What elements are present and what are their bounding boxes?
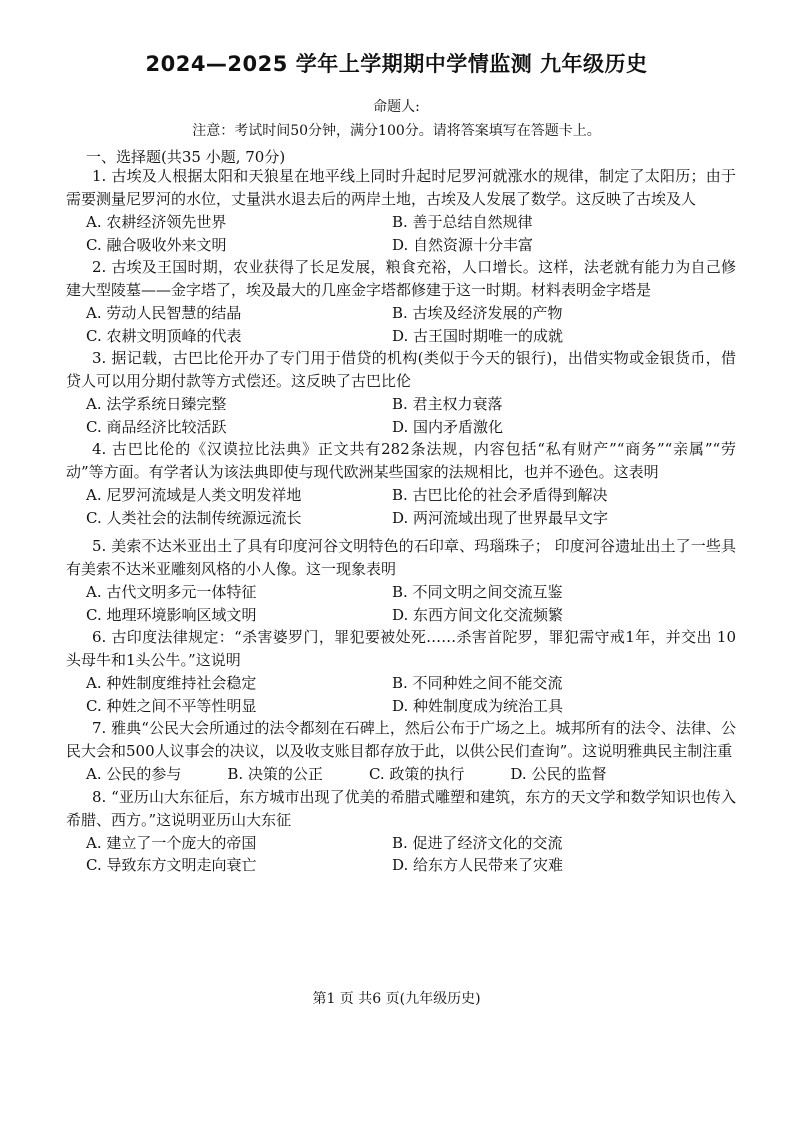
option-list [66, 393, 736, 438]
question-stem: 2. 古埃及王国时期，农业获得了长足发展，粮食充裕，人口增长。这样，法老就有能力为自己修建大型陵墓——金字塔了，埃及最大的几座金字塔都修建于这一时期。材料表明金字塔是 [66, 258, 736, 299]
option-c: C. 人类社会的法制传统源远流长 [86, 508, 302, 527]
question-4 [66, 438, 736, 529]
option-list [66, 832, 736, 877]
option-d: D. 给东方人民带来了灾难 [392, 856, 564, 874]
option-b: B. 古埃及经济发展的产物 [392, 304, 563, 322]
question-5 [66, 535, 736, 626]
option-list [66, 672, 736, 717]
option-list [66, 484, 736, 529]
option-a: A. 种姓制度维持社会稳定 [86, 674, 257, 692]
option-c: C. 地理环境影响区域文明 [86, 605, 257, 624]
option-b: B. 不同文明之间交流互鉴 [392, 583, 563, 601]
option-d: D. 古王国时期唯一的成就 [392, 326, 564, 345]
question-6 [66, 626, 736, 717]
option-b: B. 古巴比伦的社会矛盾得到解决 [392, 486, 608, 504]
question-stem: 6. 古印度法律规定：“杀害婆罗门，罪犯要被处死……杀害首陀罗，罪犯需守戒1年，并交出 10头母牛和1头公牛。”这说明 [66, 628, 736, 669]
option-list [66, 302, 736, 347]
option-a: A. 尼罗河流域是人类文明发祥地 [86, 486, 302, 504]
option-b: B. 促进了经济文化的交流 [392, 833, 563, 852]
option-b: B. 君主权力衰落 [392, 395, 503, 413]
question-stem: 3. 据记载，古巴比伦开办了专门用于借贷的机构(类似于今天的银行)，出借实物或金银货币，借贷人可以用分期付款等方式偿还。这反映了古巴比伦 [66, 349, 736, 390]
option-d: D. 公民的监督 [510, 765, 607, 783]
option-b: B. 决策的公正 [227, 765, 323, 783]
question-stem: 5. 美索不达米亚出土了具有印度河谷文明特色的石印章、玛瑙珠子； 印度河谷遗址出土了一些具有美索不达米亚雕刻风格的小人像。这一现象表明 [66, 537, 736, 578]
option-list [66, 581, 736, 626]
question-stem: 4. 古巴比伦的《汉谟拉比法典》正文共有282条法规，内容包括“私有财产”“商务”“亲属”“劳动”等方面。有学者认为该法典即使与现代欧洲某些国家的法规相比，也并不逊色。这表明 [66, 440, 736, 481]
question-7 [66, 717, 736, 786]
question-stem: 8. “亚历山大东征后，东方城市出现了优美的希腊式雕塑和建筑，东方的天文学和数学知识也传入希腊、西方。”这说明亚历山大东征 [66, 787, 736, 829]
option-c: C. 种姓之间不平等性明显 [86, 696, 257, 715]
option-c: C. 融合吸收外来文明 [86, 235, 227, 254]
option-list [66, 211, 736, 256]
exam-notice: 注意：考试时间50分钟，满分100分。请将答案填写在答题卡上。 [192, 123, 601, 139]
option-d: D. 种姓制度成为统治工具 [392, 696, 564, 715]
option-a: A. 农耕经济领先世界 [86, 213, 227, 231]
exam-title: 2024—2025 学年上学期期中学情监测 九年级历史 [145, 52, 648, 76]
option-d: D. 两河流域出现了世界最早文字 [392, 508, 609, 527]
section-title: 一、选择题(共35 小题, 70分) [86, 148, 286, 166]
option-c: C. 政策的执行 [368, 765, 465, 783]
option-d: D. 东西方间文化交流频繁 [392, 605, 564, 624]
option-a: A. 法学系统日臻完整 [86, 395, 227, 413]
option-a: A. 建立了一个庞大的帝国 [86, 833, 257, 852]
option-a: A. 公民的参与 [86, 765, 182, 783]
option-b: B. 善于总结自然规律 [392, 213, 533, 231]
question-3 [66, 347, 736, 438]
question-stem: 7. 雅典“公民大会所通过的法令都刻在石碑上，然后公布于广场之上。城邦所有的法令、法律、公民大会和500人议事会的决议，以及收支账目都存放于此，以供公民们查询”。这说明雅典民主制注重 [66, 719, 736, 760]
question-1 [66, 165, 736, 256]
option-a: A. 劳动人民智慧的结晶 [86, 304, 242, 322]
question-stem: 1. 古埃及人根据太阳和天狼星在地平线上同时升起时尼罗河就涨水的规律，制定了太阳历；由于需要测量尼罗河的水位，丈量洪水退去后的两岸土地，古埃及人发展了数学。这反映了古埃及人 [66, 167, 736, 208]
option-c: C. 导致东方文明走向衰亡 [86, 856, 257, 874]
question-8 [66, 786, 736, 877]
question-list [66, 165, 736, 877]
option-list [66, 763, 736, 786]
option-b: B. 不同种姓之间不能交流 [392, 674, 563, 692]
exam-author: 命题人: [373, 99, 420, 115]
option-d: D. 国内矛盾激化 [392, 417, 504, 436]
option-d: D. 自然资源十分丰富 [392, 235, 534, 254]
option-c: C. 农耕文明顶峰的代表 [86, 326, 242, 345]
option-c: C. 商品经济比较活跃 [86, 417, 227, 436]
question-2 [66, 256, 736, 347]
option-a: A. 古代文明多元一体特征 [86, 583, 257, 601]
page-footer: 第1 页 共6 页(九年级历史) [312, 991, 481, 1007]
